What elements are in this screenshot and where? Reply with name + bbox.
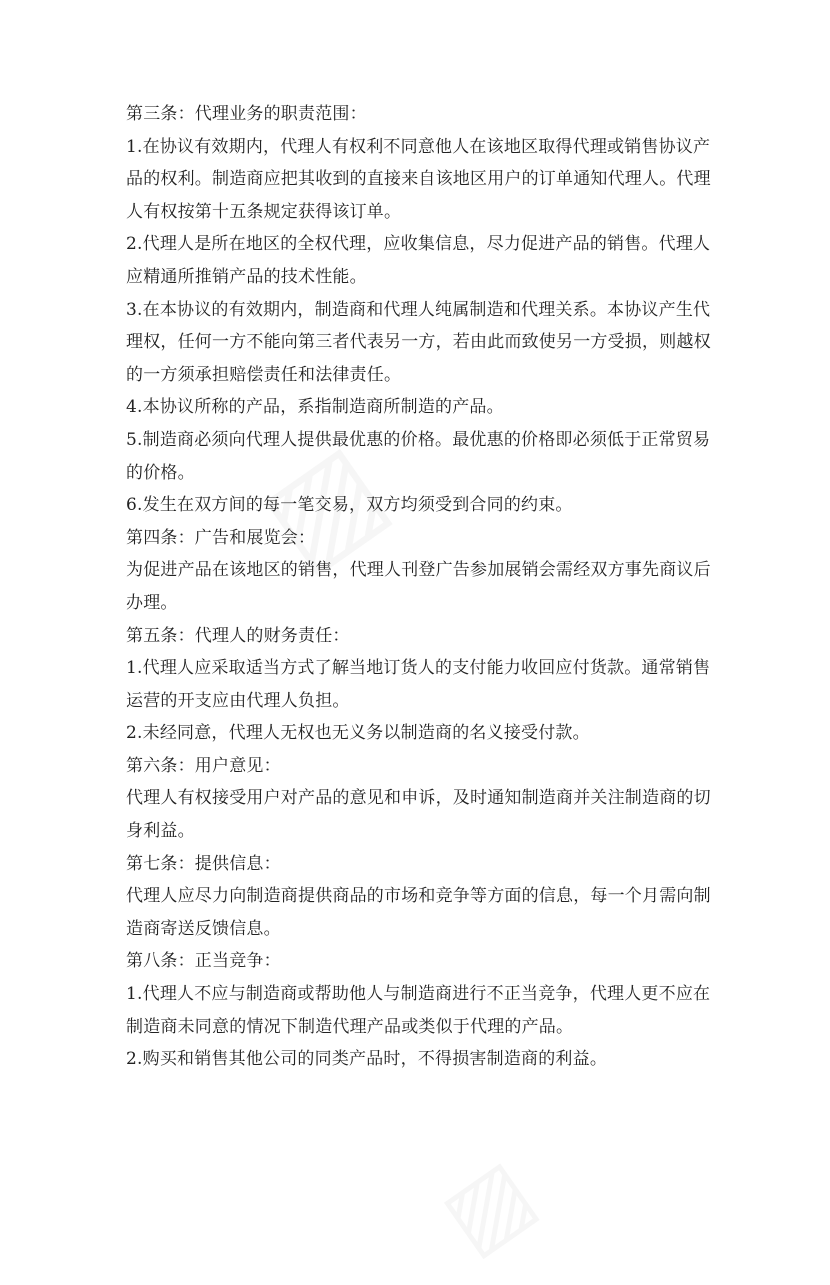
clause-5-2: 2.未经同意，代理人无权也无义务以制造商的名义接受付款。 (126, 723, 590, 744)
clause-3-1: 1.在协议有效期内，代理人有权利不同意他人在该地区取得代理或销售协议产品的权利。制造商应把其收到的直接来自该地区用户的订单通知代理人。代理人有权按第十五条规定获得该订单。 (126, 136, 711, 222)
clause-7-body: 代理人应尽力向制造商提供商品的市场和竞争等方面的信息，每一个月需向制造商寄送反馈信息。 (126, 886, 711, 939)
clause-3-3: 3.在本协议的有效期内，制造商和代理人纯属制造和代理关系。本协议产生代理权，任何一方不能向第三者代表另一方，若由此而致使另一方受损，则越权的一方须承担赔偿责任和法律责任。 (126, 299, 711, 385)
clause-4-body: 为促进产品在该地区的销售，代理人刊登广告参加展销会需经双方事先商议后办理。 (126, 560, 711, 613)
clause-5-1: 1.代理人应采取适当方式了解当地订货人的支付能力收回应付货款。通常销售运营的开支应由代理人负担。 (126, 658, 711, 711)
clause-8-1: 1.代理人不应与制造商或帮助他人与制造商进行不正当竞争，代理人更不应在制造商未同意的情况下制造代理产品或类似于代理的产品。 (126, 984, 711, 1037)
section-heading-article-3: 第三条：代理业务的职责范围： (126, 104, 367, 124)
section-heading-article-7: 第七条：提供信息： (126, 853, 281, 874)
section-heading-article-4: 第四条：广告和展览会： (126, 527, 316, 548)
clause-3-5: 5.制造商必须向代理人提供最优惠的价格。最优惠的价格即必须低于正常贸易的价格。 (126, 429, 711, 483)
clause-8-2: 2.购买和销售其他公司的同类产品时，不得损害制造商的利益。 (126, 1049, 608, 1070)
document-body (126, 98, 716, 1076)
clause-6-body: 代理人有权接受用户对产品的意见和申诉，及时通知制造商并关注制造商的切身利益。 (126, 788, 711, 842)
clause-3-6: 6.发生在双方间的每一笔交易，双方均须受到合同的约束。 (126, 495, 573, 516)
section-heading-article-5: 第五条：代理人的财务责任： (126, 625, 350, 646)
section-heading-article-8: 第八条：正当竞争： (126, 951, 281, 972)
clause-3-2: 2.代理人是所在地区的全权代理，应收集信息，尽力促进产品的销售。代理人应精通所推销产品的技术性能。 (126, 234, 711, 287)
clause-3-4: 4.本协议所称的产品，系指制造商所制造的产品。 (126, 397, 504, 418)
section-heading-article-6: 第六条：用户意见： (126, 755, 281, 776)
